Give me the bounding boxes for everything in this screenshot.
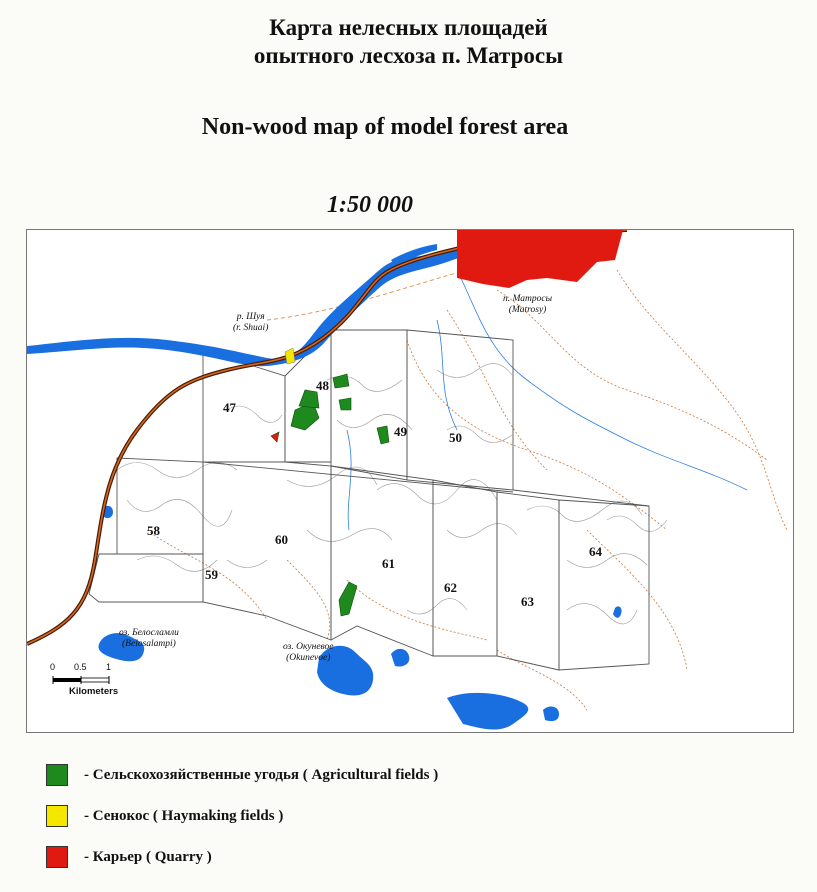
map-title-russian	[0, 14, 817, 70]
label-village-matrosy: п. Матросы (Matrosy)	[503, 294, 553, 315]
legend-item-haymaking	[46, 805, 283, 827]
agricultural-fields	[271, 374, 389, 616]
river-shuya	[27, 230, 507, 366]
plot-label-50: 50	[449, 430, 462, 445]
legend-label-haymaking: - Сенокос ( Haymaking fields )	[84, 807, 284, 824]
map-title-english: Non-wood map of model forest area	[201, 114, 569, 140]
haymaking-field	[285, 348, 295, 364]
legend-item-agricultural	[46, 764, 438, 786]
haymaking-swatch	[46, 805, 68, 827]
lakes	[99, 506, 622, 730]
quarry-area	[457, 230, 623, 288]
legend-label-agricultural: - Сельскохозяйственные угодья ( Agricultural fields )	[84, 766, 439, 783]
scale-tick-half: 0.5	[74, 662, 87, 672]
plot-label-47: 47	[223, 400, 236, 415]
scale-unit-label: Kilometers	[69, 686, 119, 697]
title-line-1: Карта нелесных площадей	[269, 15, 548, 40]
label-river-shuya: р. Шуя (r. Shuai)	[233, 312, 269, 333]
label-lake-belosalampi: оз. Белосламли (Belosalampi)	[119, 628, 179, 649]
scale-tick-1: 1	[106, 662, 112, 672]
plot-label-64: 64	[589, 544, 602, 559]
label-lake-okunevoe: оз. Окуневое (Okunevoe)	[283, 642, 334, 663]
forest-texture	[117, 364, 667, 624]
plot-label-62: 62	[444, 580, 457, 595]
quarry-swatch	[46, 846, 68, 868]
plot-label-48: 48	[316, 378, 329, 393]
title-line-2: опытного лесхоза п. Матросы	[253, 43, 564, 68]
scale-tick-0: 0	[50, 662, 56, 672]
plot-label-60: 60	[275, 532, 288, 547]
map-frame	[26, 229, 794, 733]
main-road	[27, 230, 627, 644]
map-scale-text: 1:50 000	[327, 192, 413, 218]
scale-bar	[53, 676, 109, 684]
plot-label-63: 63	[521, 594, 534, 609]
plot-label-59: 59	[205, 567, 218, 582]
agricultural-swatch	[46, 764, 68, 786]
legend-item-quarry	[46, 846, 212, 868]
legend-label-quarry: - Карьер ( Quarry )	[84, 848, 212, 865]
plot-label-49: 49	[394, 424, 407, 439]
map-canvas	[27, 230, 794, 733]
plot-label-58: 58	[147, 523, 160, 538]
plot-label-61: 61	[382, 556, 395, 571]
